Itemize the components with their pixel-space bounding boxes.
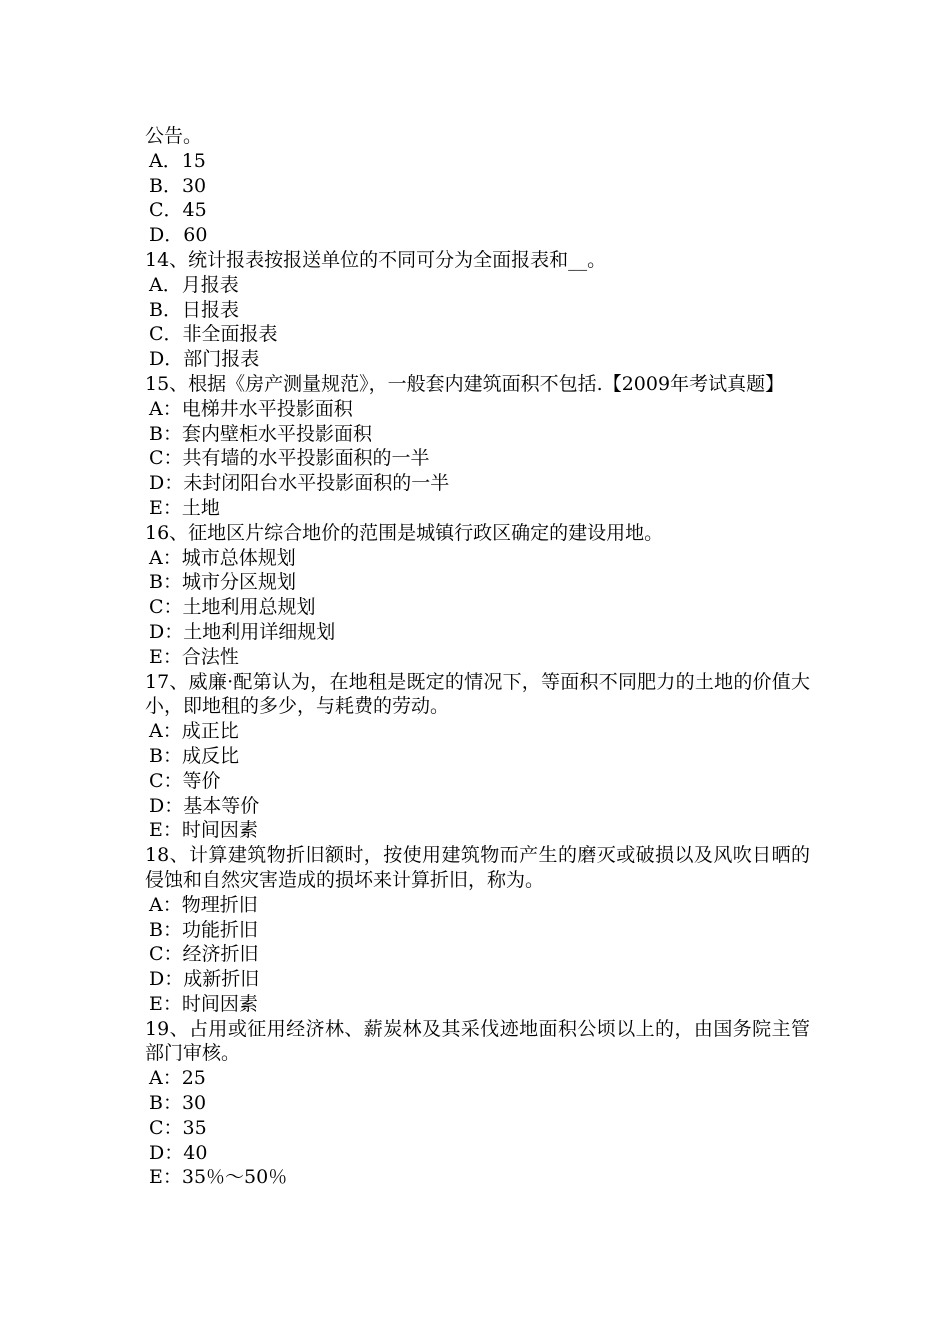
document-body <box>145 124 810 1190</box>
option-line: B．日报表 <box>149 298 239 321</box>
option-line: D：土地利用详细规划 <box>149 620 336 643</box>
option-line: E：时间因素 <box>149 819 258 842</box>
text-line: 公告。 <box>145 125 203 147</box>
option-line: D：未封闭阳台水平投影面积的一半 <box>149 472 450 495</box>
option-line: C：土地利用总规划 <box>149 596 316 619</box>
question-14: 14、统计报表按报送单位的不同可分为全面报表和__。 <box>145 248 607 271</box>
option-line: A：25 <box>149 1067 206 1090</box>
option-line: B：套内壁柜水平投影面积 <box>149 422 372 445</box>
option-line: B：30 <box>149 1092 207 1115</box>
option-line: A：物理折旧 <box>149 893 258 916</box>
option-line: B：城市分区规划 <box>149 571 296 594</box>
option-line: C：35 <box>149 1116 207 1139</box>
option-line: D．部门报表 <box>149 348 260 371</box>
option-line: B：成反比 <box>149 744 239 767</box>
option-line: A．月报表 <box>149 273 239 296</box>
option-line: E：合法性 <box>149 645 239 668</box>
question-18: 18、计算建筑物折旧额时，按使用建筑物而产生的磨灭或破损以及风吹日晒的侵蚀和自然灾害造成的损坏来计算折旧，称为。 <box>145 844 810 891</box>
option-line: D：40 <box>149 1141 208 1164</box>
option-line: E：土地 <box>149 496 220 519</box>
option-line: B：功能折旧 <box>149 918 258 941</box>
option-line: C：等价 <box>149 769 221 792</box>
option-line: E：35％～50％ <box>149 1166 288 1189</box>
option-line: D．60 <box>149 224 208 247</box>
option-line: A：成正比 <box>149 720 239 743</box>
option-line: A：电梯井水平投影面积 <box>149 397 353 420</box>
option-line: C：经济折旧 <box>149 943 259 966</box>
option-line: B．30 <box>149 174 207 197</box>
option-line: A．15 <box>149 149 206 172</box>
option-line: C．非全面报表 <box>149 323 278 346</box>
question-17: 17、威廉·配第认为，在地租是既定的情况下，等面积不同肥力的土地的价值大小，即地租的多少，与耗费的劳动。 <box>145 670 810 718</box>
option-line: E：时间因素 <box>149 992 258 1015</box>
question-19: 19、占用或征用经济林、薪炭林及其采伐迹地面积公顷以上的，由国务院主管部门审核。 <box>145 1017 810 1065</box>
question-15: 15、根据《房产测量规范》，一般套内建筑面积不包括.【2009年考试真题】 <box>145 372 785 395</box>
option-line: C：共有墙的水平投影面积的一半 <box>149 447 430 470</box>
option-line: C．45 <box>149 199 207 222</box>
question-16: 16、征地区片综合地价的范围是城镇行政区确定的建设用地。 <box>145 521 664 544</box>
option-line: D：基本等价 <box>149 794 260 817</box>
option-line: A：城市总体规划 <box>149 546 296 569</box>
option-line: D：成新折旧 <box>149 968 260 991</box>
